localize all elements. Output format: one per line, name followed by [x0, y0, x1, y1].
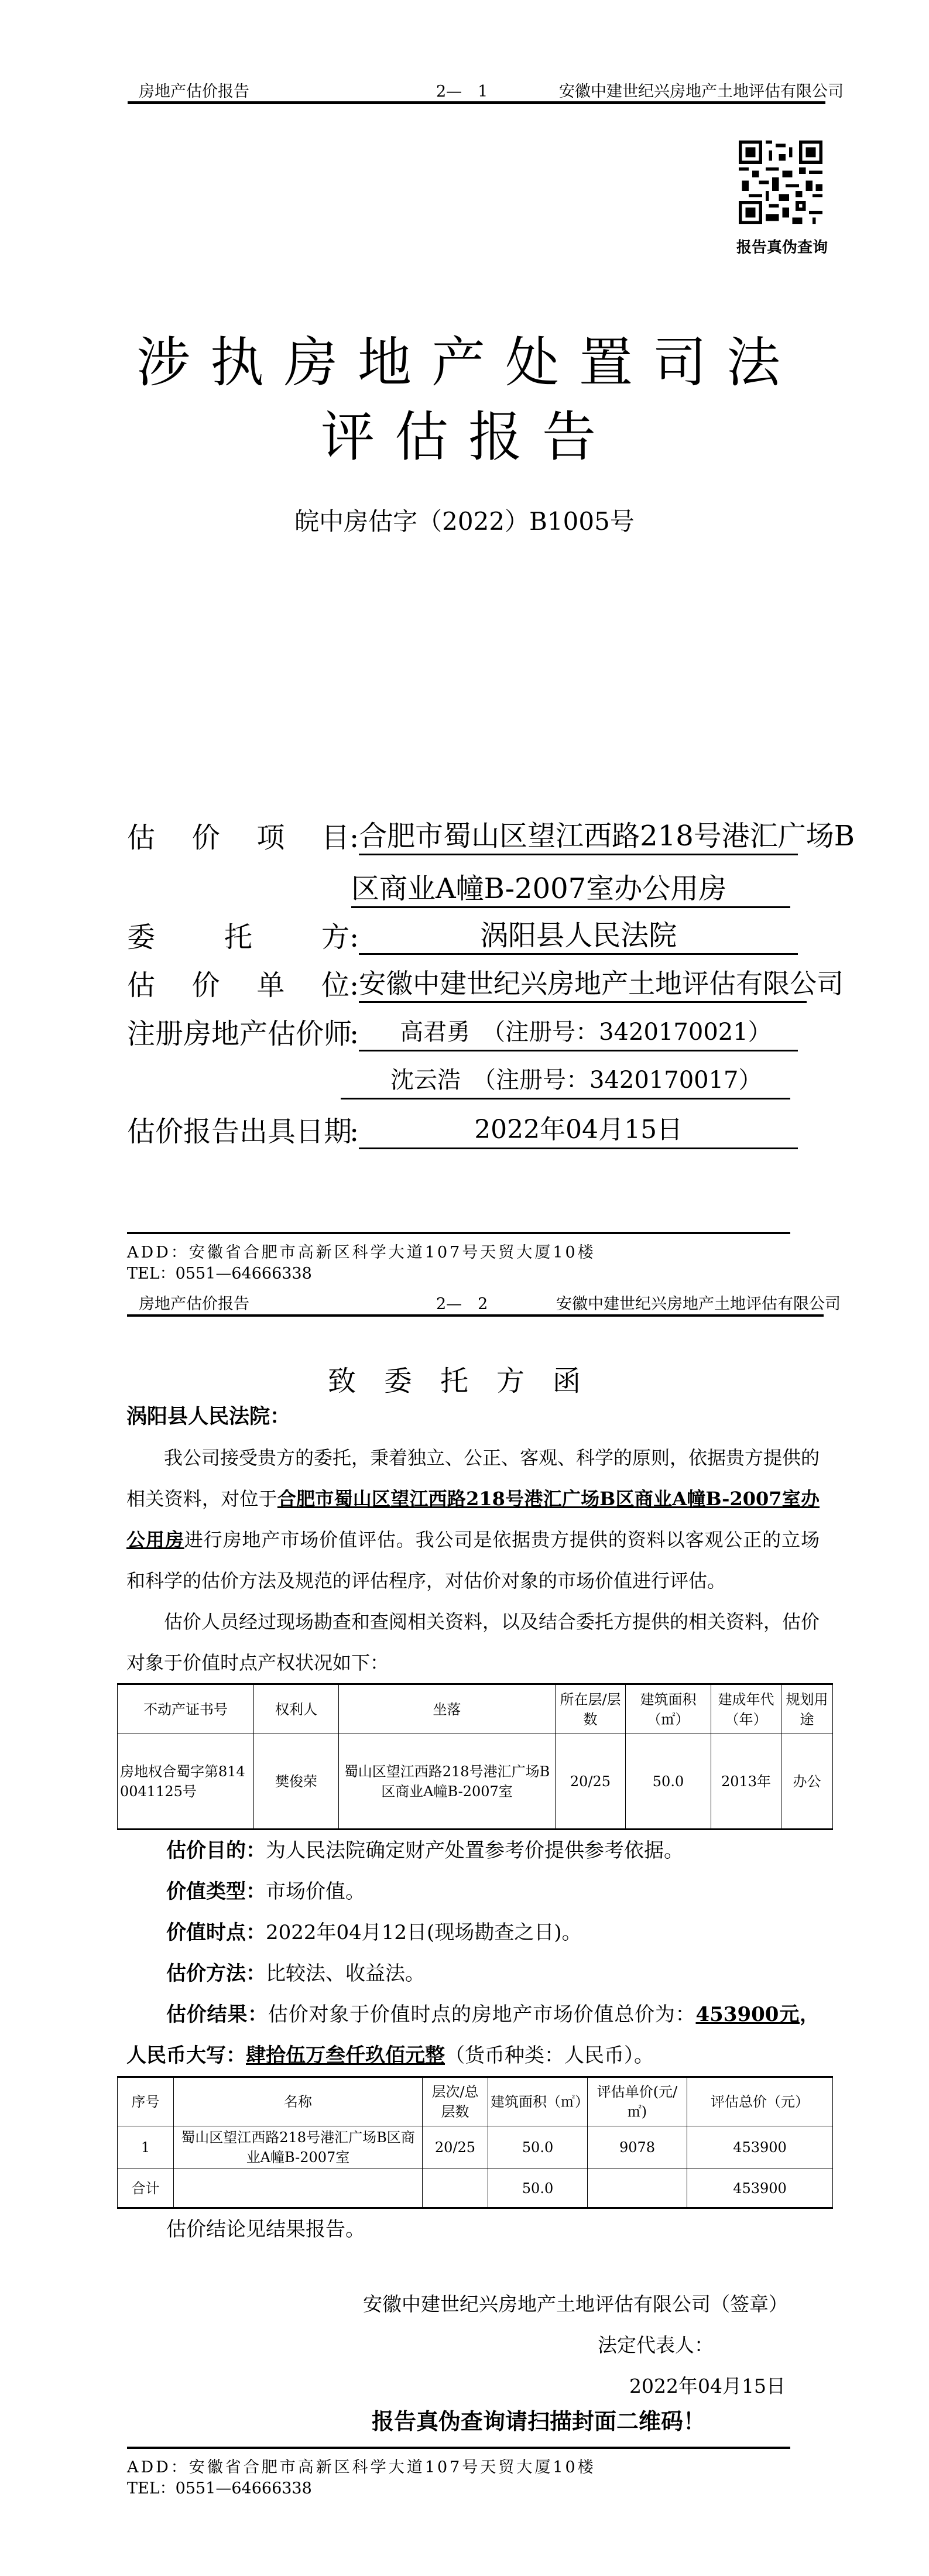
footer-tel: TEL：0551—64666338 — [127, 1265, 312, 1283]
purpose-label: 估价目的： — [166, 1839, 266, 1862]
letter-body — [117, 1396, 832, 2436]
para-text: 我公司接受贵方的委托，秉着独立、公正、客观、科学的原则，依据贵方提供的相关资料，对位于 — [126, 1447, 820, 1510]
owner: 樊俊荣 — [254, 1734, 339, 1830]
cover-item-row: 估价项目 : 合肥市蜀山区望江西路218号港汇广场B — [127, 820, 855, 854]
result-text: 估价对象于价值时点的房地产市场价值总价为： — [268, 2003, 696, 2026]
cover-unit-row: 估价单位 : 安徽中建世纪兴房地产土地评估有限公司 — [127, 966, 807, 1003]
verify-note: 报告真伪查询请扫描封面二维码！ — [372, 2408, 706, 2434]
area: 50.0 — [626, 1734, 711, 1830]
report-title-line1: 涉执房地产处置司法 — [136, 331, 800, 394]
value-date-label: 价值时点： — [166, 1921, 266, 1944]
salutation: 涡阳县人民法院： — [126, 1405, 291, 1429]
rights-paragraph: 估价人员经过现场勘查和查阅相关资料，以及结合委托方提供的相关资料，估价对象于价值时点产权状况如下： — [126, 1611, 820, 1674]
footer-address: ADD：安徽省合肥市高新区科学大道107号天贸大厦10楼 — [127, 2458, 596, 2476]
property-rights-table — [117, 1683, 833, 1830]
col-header: 名称 — [174, 2077, 423, 2126]
cell-total-price: 453900 — [687, 2126, 833, 2169]
cell-total-price: 453900 — [687, 2169, 833, 2208]
letter-date: 2022年04月15日 — [629, 2375, 786, 2397]
col-header: 序号 — [118, 2077, 174, 2126]
client-value: 涡阳县人民法院 — [359, 918, 798, 955]
footer-address: ADD：安徽省合肥市高新区科学大道107号天贸大厦10楼 — [127, 1244, 596, 1262]
date-label: 估价报告出具日期 — [127, 1115, 352, 1148]
intro-paragraph — [126, 1437, 820, 1601]
valuation-result-table — [117, 2076, 833, 2209]
cell-area: 50.0 — [488, 2169, 588, 2208]
item-value-line1: 合肥市蜀山区望江西路218号港汇广场B — [359, 818, 798, 855]
purpose-value: 为人民法院确定财产处置参考价提供参考依据。 — [266, 1839, 684, 1862]
table-row — [118, 2126, 833, 2169]
cell-unit-price: 9078 — [588, 2126, 687, 2169]
report-title-line2: 评估报告 — [320, 406, 616, 468]
header-right: 安徽中建世纪兴房地产土地评估有限公司 — [556, 1295, 841, 1313]
result-currency: （货币种类：人民币）。 — [445, 2044, 654, 2067]
legal-representative: 法定代表人： — [598, 2334, 714, 2356]
cell-name — [174, 2169, 423, 2208]
footer-rule — [127, 2447, 790, 2449]
cell-floor: 20/25 — [423, 2126, 488, 2169]
header-rule — [128, 101, 825, 104]
header-left: 房地产估价报告 — [139, 1295, 249, 1313]
unit-value: 安徽中建世纪兴房地产土地评估有限公司 — [359, 966, 807, 1003]
col-header: 建筑面积（㎡） — [626, 1684, 711, 1734]
cell-name: 蜀山区望江西路218号港汇广场B区商业A幢B-2007室 — [174, 2126, 423, 2169]
col-header: 评估单价(元/㎡) — [588, 2077, 687, 2126]
cover-client-row: 委托方 : 涡阳县人民法院 — [127, 918, 798, 955]
qr-code-icon[interactable] — [739, 141, 822, 224]
method-value: 比较法、收益法。 — [266, 1962, 425, 1985]
cover-appraiser-row: 注册房地产估价师 : 高君勇 （注册号：3420170021） — [127, 1015, 798, 1051]
qr-caption: 报告真伪查询 — [736, 239, 828, 256]
property-address: 合肥市蜀山区望江西路218号港汇广场B区商业A幢B-2007室办公用房 — [126, 1488, 820, 1551]
cell-index: 1 — [118, 2126, 174, 2169]
footer-rule — [127, 1232, 790, 1234]
usage: 办公 — [781, 1734, 833, 1830]
appraiser-2: 沈云浩 （注册号：3420170017） — [341, 1063, 790, 1099]
header-rule — [127, 1314, 824, 1317]
col-header: 建成年代（年） — [711, 1684, 781, 1734]
cover-appraiser-row2 — [341, 1063, 790, 1099]
report-number: 皖中房估字（2022）B1005号 — [294, 507, 635, 536]
appraiser-1: 高君勇 （注册号：3420170021） — [359, 1015, 798, 1051]
item-value-line2: 区商业A幢B-2007室办公用房 — [351, 871, 790, 908]
col-header: 权利人 — [254, 1684, 339, 1734]
col-header: 所在层/层数 — [556, 1684, 626, 1734]
page-number: 2— 1 — [436, 83, 488, 101]
table-header-row — [118, 2077, 833, 2126]
value-type-value: 市场价值。 — [266, 1880, 365, 1903]
table-row — [118, 1734, 833, 1830]
date-value: 2022年04月15日 — [359, 1112, 798, 1149]
conclusion: 估价结论见结果报告。 — [166, 2218, 365, 2241]
result-amount-upper: 肆拾伍万叁仟玖佰元整 — [246, 2044, 445, 2067]
method-label: 估价方法： — [166, 1962, 266, 1985]
result-text2: ，人民币大写： — [126, 2003, 820, 2067]
header-left: 房地产估价报告 — [139, 83, 249, 101]
value-date-value: 2022年04月12日(现场勘查之日)。 — [266, 1921, 582, 1944]
cell-total-label: 合计 — [118, 2169, 174, 2208]
cert-number: 房地权合蜀字第8140041125号 — [118, 1734, 254, 1830]
cell-unit-price — [588, 2169, 687, 2208]
col-header: 不动产证书号 — [118, 1684, 254, 1734]
cover-date-row: 估价报告出具日期 : 2022年04月15日 — [127, 1112, 798, 1149]
col-header: 建筑面积（㎡） — [488, 2077, 588, 2126]
col-header: 层次/总层数 — [423, 2077, 488, 2126]
value-date-line — [126, 1912, 820, 1953]
purpose-line — [126, 1830, 820, 1871]
cover-item-row2 — [351, 871, 790, 908]
value-type-line — [126, 1871, 820, 1912]
item-label: 估价项目 — [127, 821, 349, 854]
col-header: 坐落 — [339, 1684, 556, 1734]
footer-tel: TEL：0551—64666338 — [127, 2479, 312, 2498]
floor: 20/25 — [556, 1734, 626, 1830]
appraiser-label: 注册房地产估价师 — [127, 1018, 352, 1050]
cell-floor — [423, 2169, 488, 2208]
header-right: 安徽中建世纪兴房地产土地评估有限公司 — [559, 83, 844, 101]
method-line — [126, 1953, 820, 1994]
result-amount: 453900元 — [695, 2003, 800, 2026]
result-label: 估价结果： — [166, 2003, 268, 2026]
letter-title: 致委托方函 — [327, 1365, 609, 1397]
cell-area: 50.0 — [488, 2126, 588, 2169]
location: 蜀山区望江西路218号港汇广场B区商业A幢B-2007室 — [339, 1734, 556, 1830]
result-paragraph — [126, 1994, 820, 2076]
col-header: 规划用途 — [781, 1684, 833, 1734]
unit-label: 估价单位 — [127, 969, 349, 1002]
table-total-row — [118, 2169, 833, 2208]
page-number: 2— 2 — [436, 1295, 488, 1313]
build-year: 2013年 — [711, 1734, 781, 1830]
client-label: 委托方 — [127, 921, 349, 954]
company-signature: 安徽中建世纪兴房地产土地评估有限公司（签章） — [363, 2293, 788, 2315]
table-header-row — [118, 1684, 833, 1734]
para-text: 进行房地产市场价值评估。我公司是依据贵方提供的资料以客观公正的立场和科学的估价方法及规范的评估程序，对估价对象的市场价值进行评估。 — [126, 1529, 820, 1592]
value-type-label: 价值类型： — [166, 1880, 266, 1903]
col-header: 评估总价（元） — [687, 2077, 833, 2126]
